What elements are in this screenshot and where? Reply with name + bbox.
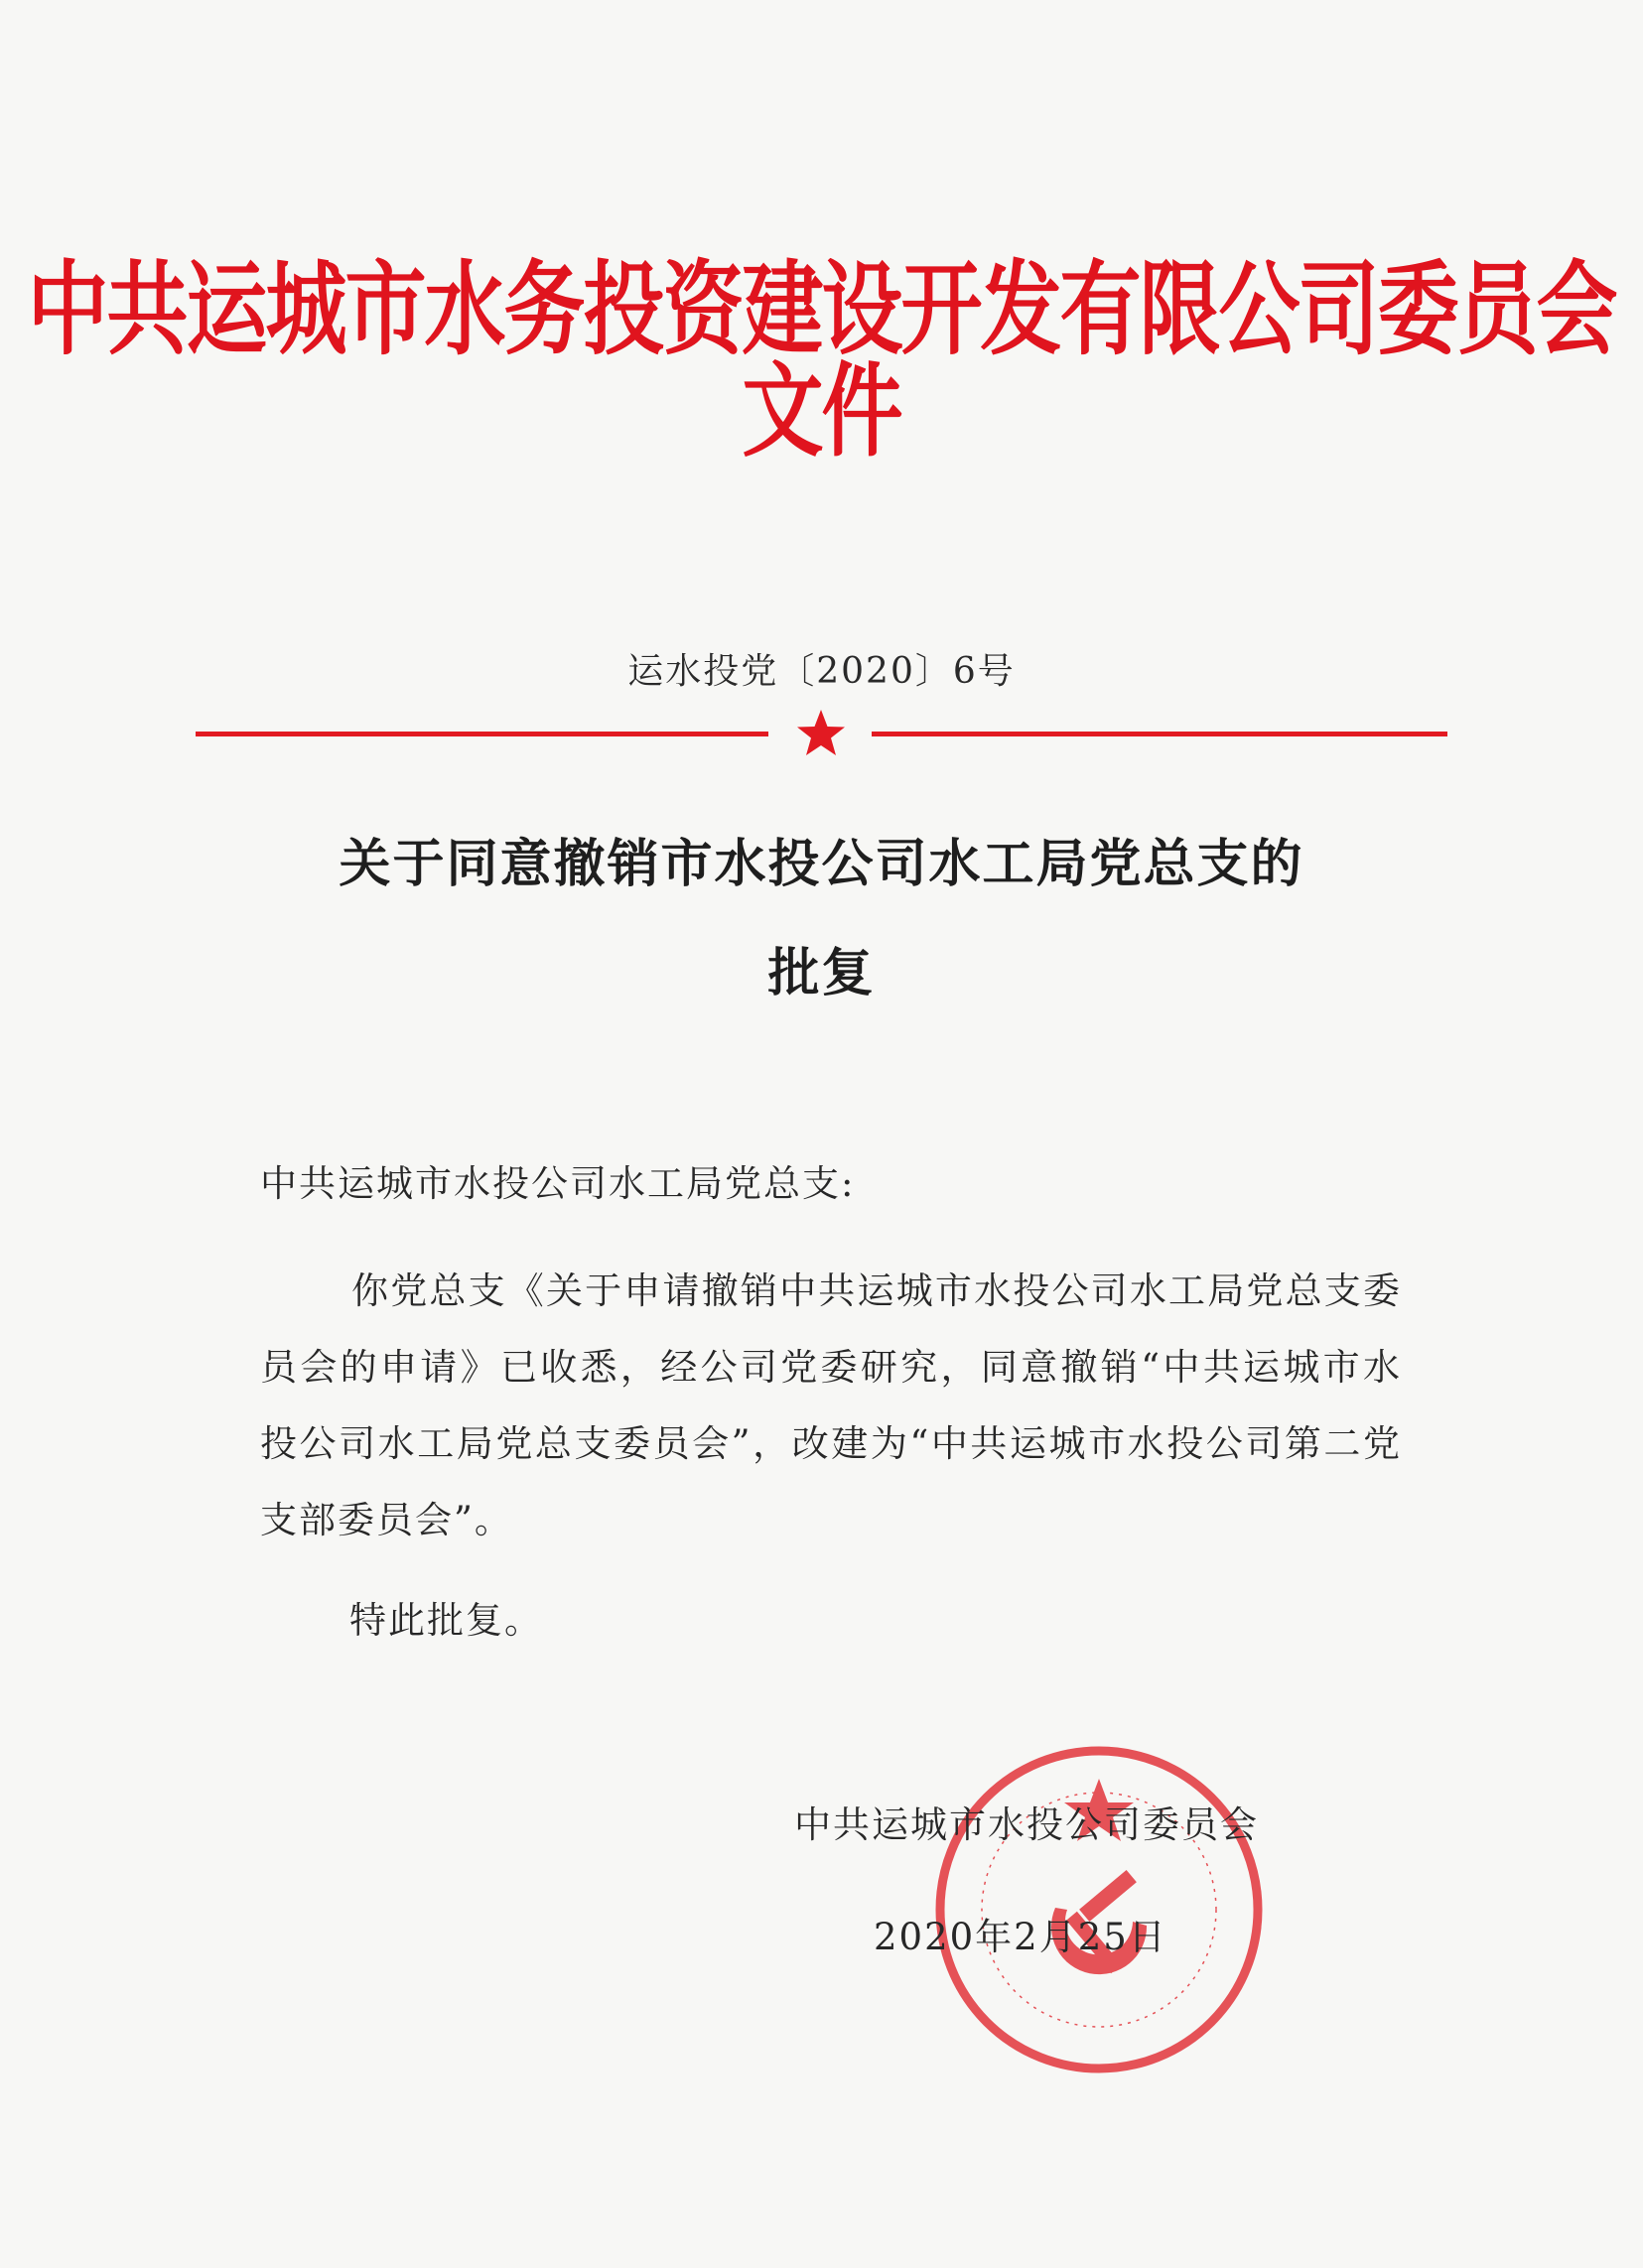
document-masthead: 中共运城市水务投资建设开发有限公司委员会文件 xyxy=(27,251,1616,471)
document-title-line-2: 批复 xyxy=(767,944,876,1003)
document-number: 运水投党〔2020〕6号 xyxy=(627,651,1016,692)
salutation: 中共运城市水投公司水工局党总支: xyxy=(260,1162,856,1205)
red-separator-right xyxy=(872,732,1447,736)
red-star-icon xyxy=(794,707,848,760)
closing-line: 特此批复。 xyxy=(349,1599,543,1642)
signatory-organization: 中共运城市水投公司委员会 xyxy=(794,1803,1259,1846)
red-separator-left xyxy=(196,732,768,736)
signature-date: 2020年2月25日 xyxy=(874,1916,1167,1958)
body-paragraph: 你党总支《关于申请撤销中共运城市水投公司水工局党总支委员会的申请》已收悉，经公司党委研究，同意撤销“中共运城市水投公司水工局党总支委员会”，改建为“中共运城市水投公司第二党支部委员会”。 xyxy=(260,1269,1402,1541)
document-title-line-1: 关于同意撤销市水投公司水工局党总支的 xyxy=(339,835,1304,894)
